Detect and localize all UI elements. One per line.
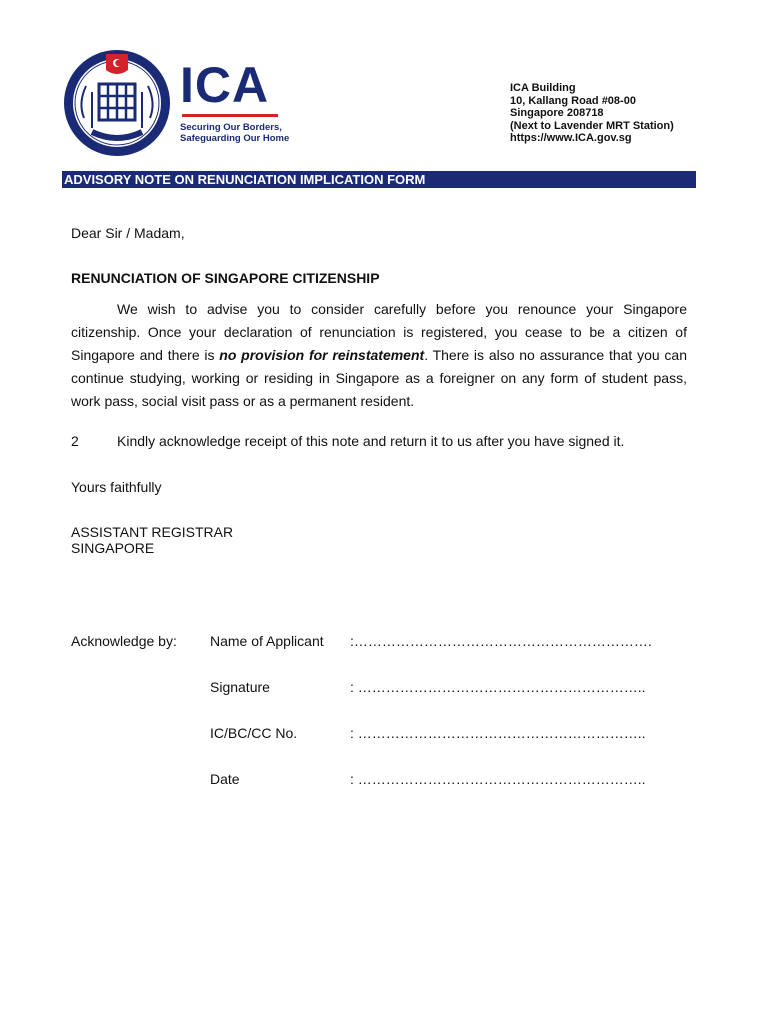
tagline-line-1: Securing Our Borders, <box>180 122 282 133</box>
address-line-4: (Next to Lavender MRT Station) <box>510 119 674 132</box>
signatory-block <box>71 525 233 556</box>
signatory-org: SINGAPORE <box>71 539 155 556</box>
field-ic-number[interactable]: : …………………………………………………….. <box>350 725 646 741</box>
tagline-line-2: Safeguarding Our Home <box>180 133 290 144</box>
form-title-banner <box>62 171 696 188</box>
address-line-1: ICA Building <box>510 82 576 94</box>
ica-seal-icon <box>62 48 172 158</box>
paragraph-1-text-a: We wish to advise you to consider carefully before you renounce your Singapore citizenship. Once your declaration of renunciation is registered, you cease to be a citizen of Singapore and there is <box>71 301 687 363</box>
ica-logo <box>62 48 290 158</box>
field-label-signature: Signature <box>210 679 270 695</box>
wordmark-underline <box>182 114 278 117</box>
address-line-3: Singapore 208718 <box>510 107 604 119</box>
address-block <box>510 82 674 145</box>
paragraph-2-number: 2 <box>71 433 79 449</box>
ica-wordmark: ICA <box>180 57 270 113</box>
acknowledge-label: Acknowledge by: <box>71 633 177 649</box>
paragraph-1-emphasis: no provision for reinstatement <box>219 347 425 363</box>
address-line-2: 10, Kallang Road #08-00 <box>510 94 636 107</box>
salutation: Dear Sir / Madam, <box>71 225 185 241</box>
subject-heading: RENUNCIATION OF SINGAPORE CITIZENSHIP <box>71 270 380 286</box>
field-name-of-applicant[interactable]: :………………………………………………………. <box>350 633 652 649</box>
paragraph-1-text-b: . There is also no assurance that you can continue studying, working or residing in Singapore as a foreigner on any form of student pass, work pass, social visit pass or as a permanent resident. <box>71 347 688 409</box>
field-signature[interactable]: : …………………………………………………….. <box>350 679 646 695</box>
field-date[interactable]: : …………………………………………………….. <box>350 771 646 787</box>
field-label-name: Name of Applicant <box>210 633 324 649</box>
signatory-title: ASSISTANT REGISTRAR <box>71 524 234 540</box>
paragraph-2-text: Kindly acknowledge receipt of this note and return it to us after you have signed it. <box>117 433 625 449</box>
field-label-ic-number: IC/BC/CC No. <box>210 725 298 741</box>
logo-tagline <box>180 122 290 144</box>
paragraph-1 <box>71 298 687 413</box>
closing: Yours faithfully <box>71 479 162 495</box>
field-label-date: Date <box>210 771 240 787</box>
address-website-link[interactable]: https://www.ICA.gov.sg <box>510 132 632 144</box>
form-title: ADVISORY NOTE ON RENUNCIATION IMPLICATION FORM <box>64 172 426 187</box>
